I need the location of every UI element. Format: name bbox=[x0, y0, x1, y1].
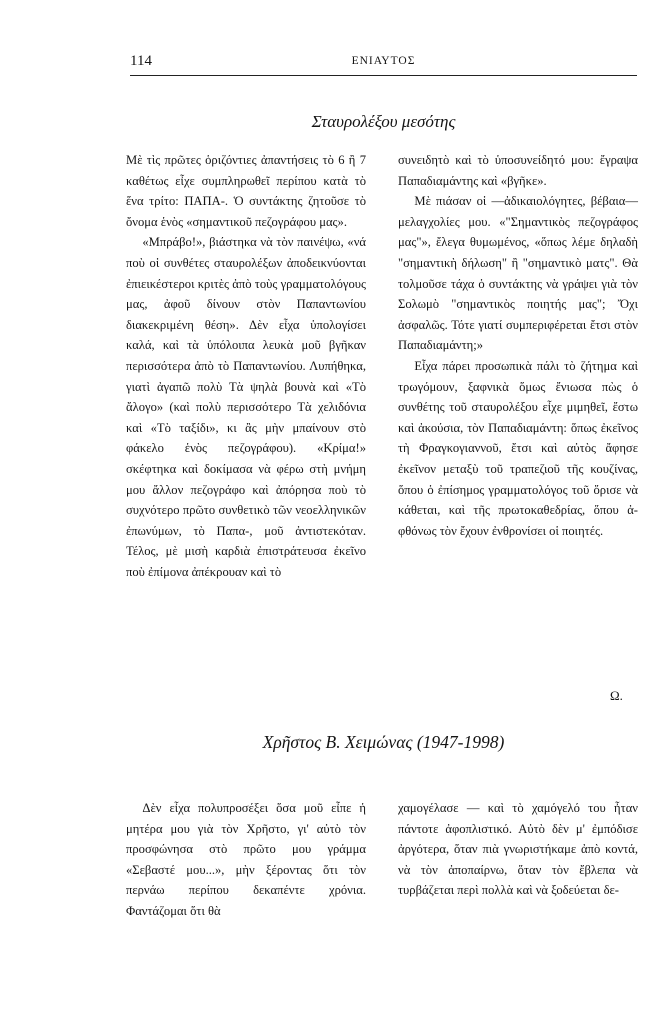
section-title: Σταυρολέξου μεσότης bbox=[311, 112, 456, 131]
running-head bbox=[130, 53, 637, 75]
left-column bbox=[126, 150, 366, 582]
paragraph: χαμογέλασε — καὶ τὸ χαμόγελό του ἦταν πάντοτε ἀφοπλιστικό. Αὐτὸ δὲν μ' ἐμπόδισε ἀργότερα, ὅταν πιὰ γνωριστήκαμε ἀπὸ κοντά, νὰ τὸν ἀποπαίρνω, ὅταν τὸν ἔβλεπα νὰ τυρβάζεται περὶ πολλὰ καὶ νὰ ξοδεύεται δε- bbox=[398, 801, 638, 898]
right-column bbox=[398, 798, 638, 901]
author-signature: Ω. bbox=[610, 688, 623, 703]
paragraph: συνειδητὸ καὶ τὸ ὑποσυνείδητό μου: ἔγραψα Παπαδιαμάντης καὶ «βγῆκε». bbox=[398, 153, 638, 188]
paragraph: Εἶχα πάρει προσωπικὰ πάλι τὸ ζήτημα καὶ τρωγόμουν, ξαφνικὰ ὅμως ἔνιωσα πὼς ὁ συνθέτης τοῦ σταυρολέξου εἶχε μιμηθεῖ, ἔστω καὶ ἀκούσια, τὸν Παπαδιαμάντη: ὅπως ἐκεῖνος τὴ Φραγκογιαννοῦ, ἔτσι καὶ αὐτὸς ἄφησε ἐκεῖνον μεταξὺ τοῦ τραπεζιοῦ τῆς κουζίνας, ὅπου ὁ ἐπίσημος γραμματολόγος τοῦ ὅρισε νὰ κάθεται, καὶ τῆς πρωτοκαθεδρίας, ὅπου ἀ-φθόνως τὸν ἔχουν ἐνθρονίσει οἱ ποιητές. bbox=[398, 358, 638, 538]
running-title: ΕΝΙΑΥΤΟΣ bbox=[351, 55, 416, 67]
header-rule bbox=[130, 75, 637, 76]
paragraph: Δὲν εἶχα πολυπροσέξει ὅσα μοῦ εἶπε ἡ μητέρα μου γιὰ τὸν Χρῆστο, γι' αὐτὸ τὸν προσφώνησα στὸ πρῶτο μου γράμμα «Σεβαστέ μου...», μὴν ξέροντας ὅτι τὸν περνάω περίπου δεκαπέντε χρόνια. Φαντάζομαι ὅτι θὰ bbox=[126, 801, 366, 918]
section-title: Χρῆστος Β. Χειμώνας (1947-1998) bbox=[262, 732, 505, 752]
left-column bbox=[126, 798, 366, 922]
paragraph: Μὲ τὶς πρῶτες ὁριζόντιες ἀπαντήσεις τὸ 6 ἢ 7 καθέτως εἶχε συμπληρωθεῖ περίπου κατὰ τὸ ἕνα τρίτο: ΠΑΠΑ-. Ὁ συντάκτης ζητοῦσε τὸ ὄνομα ἑνὸς «σημαντικοῦ πεζογράφου μας». bbox=[126, 153, 366, 229]
paragraph: «Μπράβο!», βιάστηκα νὰ τὸν παινέψω, «νά ποὺ οἱ συνθέτες σταυρολέξων ἀποδεικνύονται ἐπιεικέστεροι κριτὲς ἀπὸ τοὺς γραμματολόγους μας, ἀφοῦ δίνουν στὸν Παπαντωνίου διακεκριμένη θέση». Δὲν εἶχα ὑπολογίσει καλά, καὶ τὰ ὑπόλοιπα λευκὰ μοῦ βγῆκαν περισσότερα ἀπὸ τὸ Παπαντωνίου. Λυπήθηκα, γιατὶ ἀγαπῶ πολὺ Τὰ ψηλὰ βουνὰ καὶ «Τὸ ἄλογο» (καὶ πολὺ περισσότερο Τὰ χελιδόνια καὶ «Τὸ ταξίδι», κι ἂς μὴν μπαίνουν στὸ φάκελο ἑνὸς πεζογράφου). «Κρίμα!» σκέφτηκα καὶ δοκίμασα νὰ φέρω στὴ μνήμη μου ἄλλον πεζογράφο καὶ ἀπόρησα ποὺ τὸ συχνότερο πρῶτο συνθετικὸ τῶν νεοελληνικῶν ἐπωνύμων, τὸ Παπα-, μοῦ ἀντιστεκόταν. Τέλος, μὲ μισὴ καρδιὰ ἐπιστράτευσα ἐκεῖνο ποὺ ἐπίμονα ἀπέκρουαν καὶ τὸ bbox=[126, 235, 366, 579]
paragraph: Μὲ πιάσαν οἱ —ἀδικαιολόγητες, βέβαια— μελαγχολίες μου. «"Σημαντικὸς πεζογράφος μας"», ἔλεγα θυμωμένος, «ὅπως λέμε δηλαδὴ "σημαντικὴ δήλωση" ἢ "σημαντικὸ ματς". Θὰ τολμοῦσε τάχα ὁ συντάκτης νὰ γράψει γιὰ τὸν Σολωμὸ "σημαντικὸς ποιητής μας"; Ὄχι ἀσφαλῶς. Τότε γιατί συμπεριφέρεται ἔτσι στὸν Παπαδιαμάντη;» bbox=[398, 194, 638, 353]
right-column bbox=[398, 150, 638, 541]
page-number: 114 bbox=[130, 53, 152, 69]
